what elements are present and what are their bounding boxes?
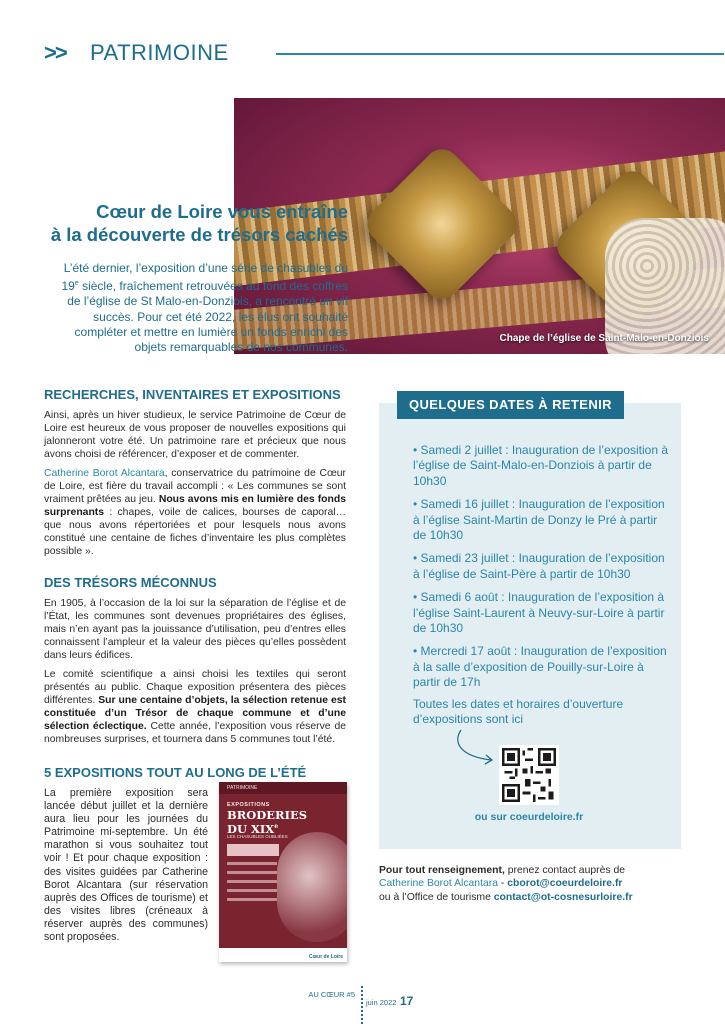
photo-caption: Chape de l’église de Saint-Malo-en-Donziois: [499, 333, 709, 344]
contact-info: Pour tout renseignement, prenez contact auprès de Catherine Borot Alcantara - cborot@coeurdeloire.fr ou à l’Office de tourisme contact@ot-cosnesurloire.fr: [379, 865, 633, 903]
section-title: PATRIMOINE: [90, 40, 229, 65]
list-item: • Samedi 6 août : Inauguration de l’exposition à l’église Saint-Laurent à Neuvy-sur-Loire à partir de 10h30: [413, 590, 665, 636]
person-name: Catherine Borot Alcantara: [44, 468, 165, 479]
dates-list: [413, 443, 671, 699]
contact-name-link[interactable]: Catherine Borot Alcantara: [379, 878, 498, 890]
double-chevron-icon: >>: [44, 40, 66, 65]
panel-title: QUELQUES DATES À RETENIR: [397, 391, 624, 419]
list-item: • Samedi 23 juillet : Inauguration de l’exposition à l’église de Saint-Père à partir de 10h30: [413, 551, 665, 581]
issue-date: juin 2022: [366, 998, 397, 1007]
paragraph: Le comité scientifique a ainsi choisi les textiles qui seront présentés au public. Chaque exposition présentera des pièces différentes. Sur une centaine d’objets, la sélection retenue est constituée d’un Trésor de chaque commune et d’une sélection éclectique. Cette année, l’exposition vous réserve de nombreuses surprises, et tournera dans 5 communes tout l’été.: [44, 669, 346, 745]
email-link[interactable]: contact@ot-cosnesurloire.fr: [493, 891, 633, 903]
grape-illustration: [277, 832, 347, 942]
section-research: [44, 387, 346, 564]
qr-code-icon: [502, 748, 556, 802]
paragraph: Catherine Borot Alcantara, conservatrice du patrimoine de Cœur de Loire, est fière du travail accompli : « Les communes se sont vraiment prêtées au jeu. Nous avons mis en lumière des fonds surprenants : chapes, voile de calices, bourses de caporal… que nous avons répertoriées et pour lesquels nous avons constitué une centaine de fiches d’inventaire les plus complètes possible ».: [44, 468, 346, 557]
paragraph: Ainsi, après un hiver studieux, le service Patrimoine de Cœur de Loire est heureux de vous proposer de nouvelles expositions qui jalonneront votre été. Un patrimoine rare et précieux que nous avons choisi de référencer, d’exposer et de commenter.: [44, 410, 346, 460]
exhibition-brochure-image: PATRIMOINE EXPOSITIONS BRODERIES DU XIXe LES CHASUBLES OUBLIÉES Cœur de Loire: [219, 782, 347, 962]
brochure-logo: Cœur de Loire: [308, 954, 343, 960]
curved-arrow-icon: [453, 728, 499, 770]
qr-code[interactable]: [499, 745, 559, 805]
email-link[interactable]: cborot@coeurdeloire.fr: [507, 878, 623, 890]
page-footer: [0, 986, 725, 1024]
list-item: • Mercredi 17 août : Inauguration de l’exposition à la salle d’exposition de Pouilly-sur-Loire à partir de 17h: [413, 644, 667, 690]
section-heading: RECHERCHES, INVENTAIRES ET EXPOSITIONS: [44, 387, 341, 402]
article-title: Cœur de Loire vous entraîne à la découverte de trésors cachés: [50, 201, 348, 245]
section-heading: DES TRÉSORS MÉCONNUS: [44, 575, 217, 590]
schedule-note: Toutes les dates et horaires d’ouverture d’expositions sont ici: [413, 697, 624, 727]
article-intro: L’été dernier, l’exposition d’une série de chasubles du 19e siècle, fraîchement retrouvées au fond des coffres de l’église de St Malo-en-Donziois, a rencontré un vif succès. Pour cet été 2022, les élus ont souhaité compléter et mettre en lumière un fonds enrichi des objets remarquables de nos communes.: [61, 261, 348, 355]
header-rule: [276, 53, 724, 55]
section-treasures: [44, 575, 346, 752]
dotted-divider: [361, 986, 363, 1024]
page-number: 17: [400, 994, 414, 1008]
magazine-name: AU CŒUR #5: [308, 990, 355, 999]
dates-panel: [379, 397, 681, 849]
website-link[interactable]: ou sur coeurdeloire.fr: [474, 811, 584, 823]
paragraph: La première exposition sera lancée début juillet et la dernière aura lieu pour les journées du Patrimoine mi-septembre. Un été marathon si vous souhaitez tout voir ! Et pour chaque exposition : des visites guidées par Catherine Borot Alcantara (sur réservation auprès des Offices de tourisme) et des visites libres (créneaux à réserver auprès des communes) sont proposées.: [44, 787, 208, 944]
section-heading: 5 EXPOSITIONS TOUT AU LONG DE L’ÉTÉ: [44, 765, 307, 780]
paragraph: En 1905, à l’occasion de la loi sur la séparation de l’église et de l’État, les communes sont devenues propriétaires des églises, mais n’en ayant pas la jouissance d’utilisation, peu d’entres elles connaissent l’ampleur et la valeur des pièces qu’elles possèdent dans leurs édifices.: [44, 598, 346, 661]
list-item: • Samedi 2 juillet : Inauguration de l’exposition à l’église de Saint-Malo-en-Donziois à partir de 10h30: [413, 443, 669, 488]
gold-clasp-left: [360, 142, 524, 306]
page-header: [44, 38, 684, 68]
list-item: • Samedi 16 juillet : Inauguration de l’exposition à l’église Saint-Martin de Donzy le Pré à partir de 10h30: [413, 497, 665, 543]
